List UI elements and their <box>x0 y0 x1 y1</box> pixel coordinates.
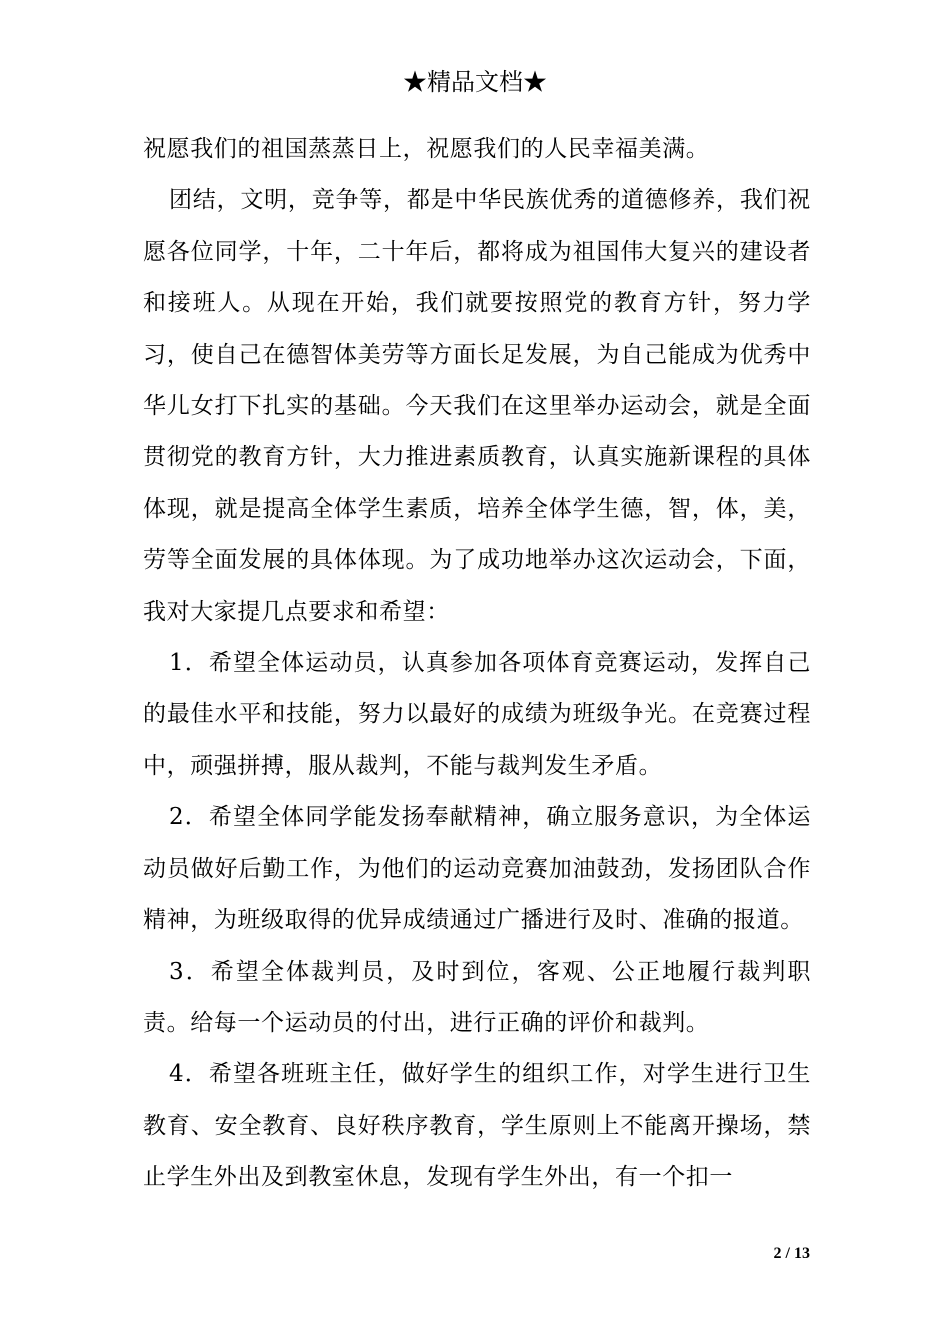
paragraph-6: 4．希望各班班主任，做好学生的组织工作，对学生进行卫生教育、安全教育、良好秩序教育，学生原则上不能离开操场，禁止学生外出及到教室休息，发现有学生外出，有一个扣一 <box>143 1061 811 1191</box>
paragraph-4: 2．希望全体同学能发扬奉献精神，确立服务意识，为全体运动员做好后勤工作，为他们的运动竞赛加油鼓劲，发扬团队合作精神，为班级取得的优异成绩通过广播进行及时、准确的报道。 <box>143 804 811 934</box>
paragraph-5: 3．希望全体裁判员，及时到位，客观、公正地履行裁判职责。给每一个运动员的付出，进行正确的评价和裁判。 <box>143 958 811 1036</box>
page-header-title: ★精品文档★ <box>403 68 547 96</box>
document-body <box>143 124 811 1204</box>
page-number: 2 / 13 <box>773 1245 810 1262</box>
paragraph-2: 团结，文明，竞争等，都是中华民族优秀的道德修养，我们祝愿各位同学，十年，二十年后，都将成为祖国伟大复兴的建设者和接班人。从现在开始，我们就要按照党的教育方针，努力学习，使自己在德智体美劳等方面长足发展，为自己能成为优秀中华儿女打下扎实的基础。今天我们在这里举办运动会，就是全面贯彻党的教育方针，大力推进素质教育，认真实施新课程的具体体现，就是提高全体学生素质，培养全体学生德，智，体，美，劳等全面发展的具体体现。为了成功地举办这次运动会，下面，我对大家提几点要求和希望： <box>143 187 811 625</box>
paragraph-1: 祝愿我们的祖国蒸蒸日上，祝愿我们的人民幸福美满。 <box>143 136 710 162</box>
paragraph-3: 1．希望全体运动员，认真参加各项体育竞赛运动，发挥自己的最佳水平和技能，努力以最好的成绩为班级争光。在竞赛过程中，顽强拼搏，服从裁判，不能与裁判发生矛盾。 <box>143 650 811 779</box>
